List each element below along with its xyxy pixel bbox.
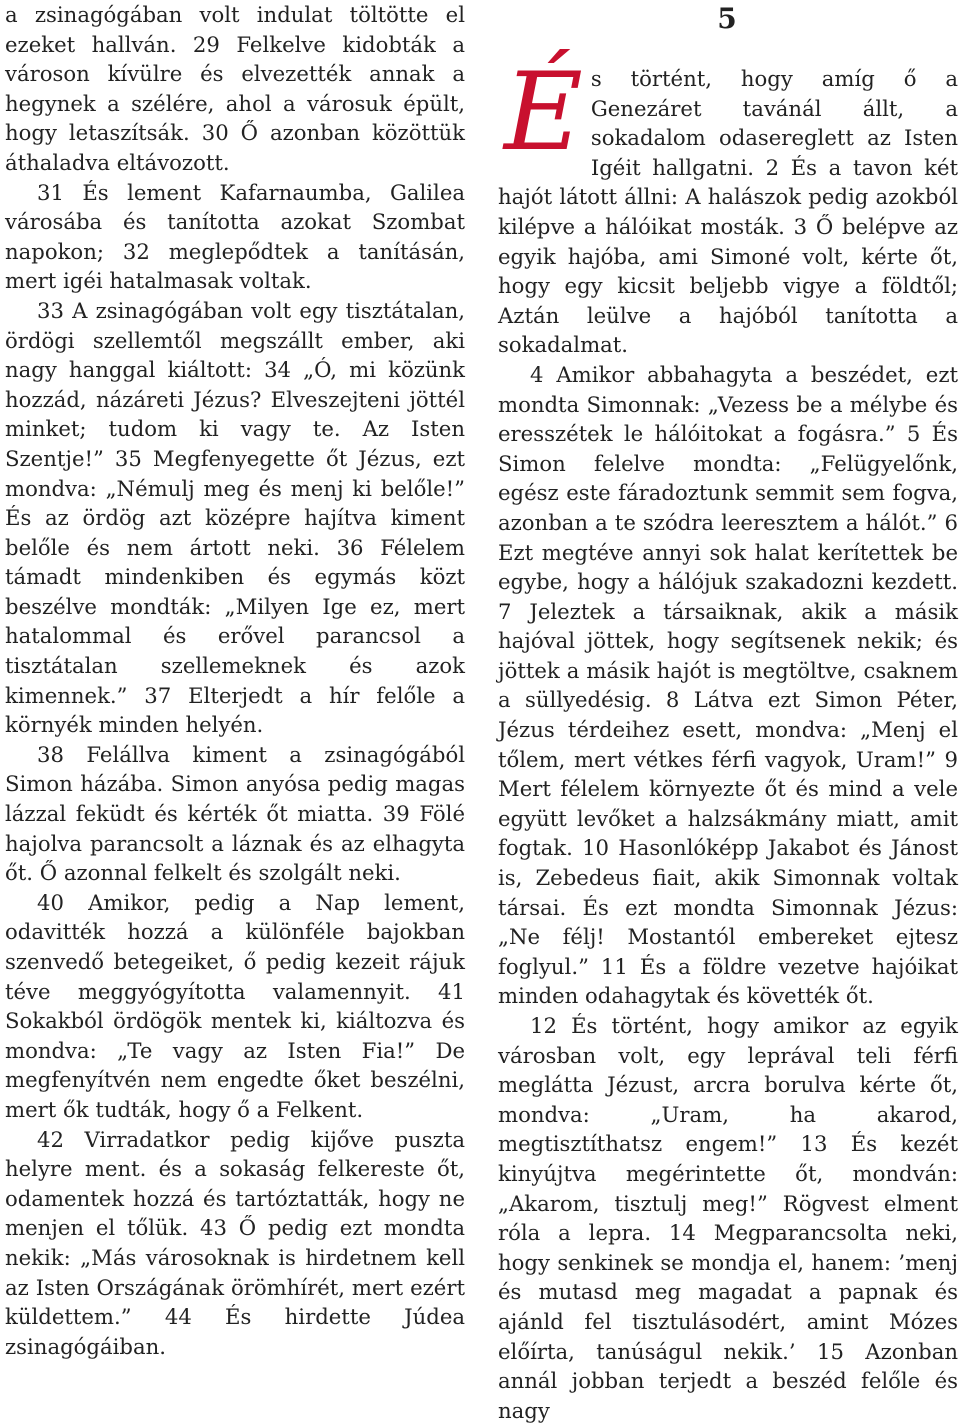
- paragraph: 33 A zsinagógában volt egy tisztátalan, ördögi szellemtől megszállt ember, aki nagy hanggal kiáltott: 34 „Ó, mi közünk hozzád, názáreti Jézus? Elveszejteni jöttél minket; tudom ki vagy te. Az Isten Szentje!” 35 Megfenyegette őt Jézus, ezt mondva: „Némulj meg és menj ki belőle!” És az ördög azt középre hajítva kiment belőle és nem ártott neki. 36 Félelem támadt mindenkiben és egymás közt beszélve mondták: „Milyen Ige ez, mert hatalommal és erővel parancsol a tisztátalan szellemeknek és azok kimennek.” 37 Elterjedt a hír felőle a környék minden helyén.: [5, 297, 465, 738]
- paragraph: 42 Virradatkor pedig kijőve puszta helyre ment. és a sokaság felkereste őt, odamentek hozzá és tartóztatták, hogy ne menjen el tőlük. 43 Ő pedig ezt mondta nekik: „Más városoknak is hirdetnem kell az Isten Országának örömhírét, mert ezért küldettem.” 44 És hirdette Júdea zsinagógáiban.: [5, 1126, 465, 1359]
- paragraph: 38 Felállva kiment a zsinagógából Simon házába. Simon anyósa pedig magas lázzal feküdt és kérték őt miatta. 39 Fölé hajolva parancsolt a láznak és az elhagyta őt. Ő azonnal felkelt és szolgált neki.: [5, 741, 465, 886]
- opening-text: s történt, hogy amíg ő a Genezáret tavánál állt, a sokadalom odasereglett az Isten Igéit hallgatni. 2 És a tavon két hajót látott állni: A halászok pedig azokból kilépve a hálóikat mosták. 3 Ő belépve az egyik hajóba, ami Simoné volt, kérte őt, hogy egy kicsit beljebb vigye a földtől; Aztán leülve a hajóból tanította a sokadalmat.: [498, 66, 958, 358]
- paragraph: a zsinagógában volt indulat töltötte el ezeket hallván. 29 Felkelve kidobták a városon kívülre és elvezették annak a hegynek a szélére, ahol a városuk épült, hogy letaszítsák. 30 Ő azonban közöttük áthaladva eltávozott.: [5, 2, 465, 175]
- page-number-text: 5: [717, 2, 737, 35]
- paragraph: 31 És lement Kafarnaumba, Galilea városába és tanította azokat Szombat napokon; 32 meglepődtek a tanításán, mert igéi hatalmasak voltak.: [5, 179, 465, 294]
- paragraph: 12 És történt, hogy amikor az egyik városban volt, egy leprával teli férfi meglátta Jézust, arcra borulva kérte őt, mondva: „Uram, ha akarod, megtisztíthatsz engem!” 13 És kezét kinyújtva megérintette őt, mondván: „Akarom, tisztulj meg!” Rögvest elment róla a lepra. 14 Megparancsolta neki, hogy senkinek se mondja el, hanem: ’menj és mutasd meg magadat a papnak és ajánld fel tisztulásodért, amint Mózes előírta, tanúságul nekik.’ 15 Azonban annál jobban terjedt a beszéd felőle és nagy: [498, 1013, 958, 1423]
- right-column: [498, 50, 958, 1425]
- paragraph: 4 Amikor abbahagyta a beszédet, ezt mondta Simonnak: „Vezess be a mélybe és eresszétek le hálóitokat a fogásra.” 5 És Simon felelve mondta: „Felügyelőnk, egész este fáradoztunk semmit sem fogva, azonban a te szódra leeresztem a hálót.” 6 Ezt megtéve annyi sok halat kerítettek be egybe, hogy a hálójuk szakadozni kezdett. 7 Jeleztek a társaiknak, akik a másik hajóval jöttek, hogy segítsenek nekik; és jöttek a másik hajót is megtöltve, csaknem a süllyedésig. 8 Látva ezt Simon Péter, Jézus térdeihez esett, mondva: „Menj el tőlem, mert vétkes férfi vagyok, Uram!” 9 Mert félelem környezte őt és mind a vele együtt levőket a halzsákmány miatt, amit fogtak. 10 Hasonlóképp Jakabot és Jánost is, Zebedeus fiait, akik Simonnak voltak társai. És ezt mondta Simonnak Jézus: „Ne félj! Mostantól embereket ejtesz foglyul.” 11 És a földre vezetve hajóikat minden odahagytak és követték őt.: [498, 361, 958, 1009]
- paragraph: 40 Amikor, pedig a Nap lement, odavitték hozzá a különféle bajokban szenvedő betegeiket, ő pedig kezeit rájuk téve meggyógyította valamennyit. 41 Sokakból ördögök mentek ki, kiáltozva és mondva: „Te vagy az Isten Fia!” De megfenyítvén nem engedte őket beszélni, mert ők tudták, hogy ő a Felkent.: [5, 889, 465, 1122]
- left-column: [5, 0, 465, 1361]
- chapter-opening-paragraph: [498, 50, 958, 360]
- drop-cap: É: [504, 50, 583, 175]
